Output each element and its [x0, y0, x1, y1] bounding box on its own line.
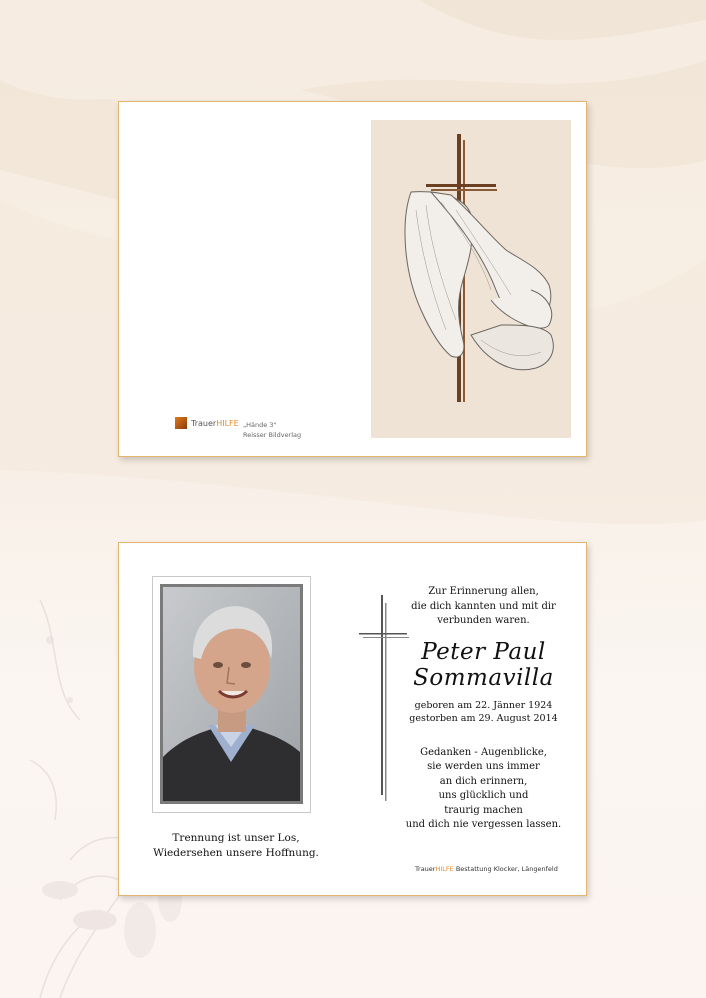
image-credit	[243, 420, 301, 440]
farewell-line-1: Trennung ist unser Los,	[172, 832, 300, 844]
name-line-2: Sommavilla	[413, 664, 554, 691]
deceased-name	[391, 639, 576, 691]
farewell-line-2: Wiedersehen unsere Hoffnung.	[153, 847, 319, 859]
logo-icon	[175, 417, 187, 429]
birth-date: geboren am 22. Jänner 1924	[414, 699, 553, 711]
poem: Gedanken - Augenblicke, sie werden uns immer an dich erinnern, uns glücklich und traurig machen und dich nie vergessen lassen.	[405, 746, 562, 830]
credit-title: „Hände 3"	[243, 421, 277, 429]
name-line-1: Peter Paul	[421, 638, 546, 665]
life-dates	[391, 699, 576, 726]
intro-text: Zur Erinnerung allen, die dich kannten und mit dir verbunden waren.	[411, 586, 556, 626]
memorial-text	[391, 585, 576, 833]
card-front	[118, 101, 587, 457]
card-inner	[118, 542, 587, 896]
death-date: gestorben am 29. August 2014	[409, 713, 558, 724]
logo	[175, 417, 239, 429]
credit-publisher: Reisser Bildverlag	[243, 431, 302, 439]
logo-text-b: HILFE	[216, 418, 239, 428]
portrait-frame	[152, 576, 311, 813]
funeral-home-footer: TrauerHILFE Bestattung Klocker, Längenfeld	[415, 865, 558, 873]
farewell-quote	[129, 831, 343, 861]
praying-hands-image	[371, 120, 571, 438]
portrait-photo	[163, 587, 300, 801]
logo-text-a: Trauer	[191, 418, 217, 428]
